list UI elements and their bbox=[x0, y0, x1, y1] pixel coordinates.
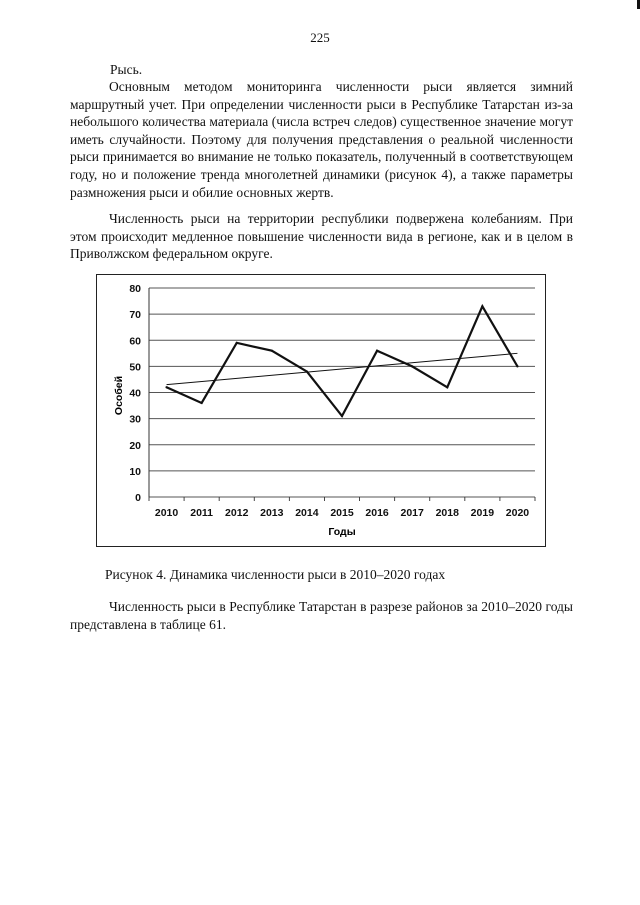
data-point bbox=[446, 386, 448, 388]
x-tick-label: 2011 bbox=[190, 507, 214, 519]
y-tick-label: 40 bbox=[129, 387, 141, 400]
paragraph-population-fluctuation: Численность рыси на территории республики подвержена колебаниям. При этом происходит медленное повышение численности вида в регионе, как и в целом в Приволжском федеральном округе. bbox=[70, 211, 573, 262]
data-point bbox=[376, 350, 378, 352]
y-tick-label: 70 bbox=[129, 309, 141, 322]
data-point bbox=[481, 305, 483, 307]
paragraph-monitoring-method: Основным методом мониторинга численности рыси является зимний маршрутный учет. При определении численности рыси в Республике Татарстан из-за небольшого количества материала (числа встреч следов) существенное значение могут иметь случайности. Поэтому для получения представления о реальной численности рыси принимается во внимание не только показатель, полученный в соответствующем году, но и положение тренда многолетней динамики (рисунок 4), а также параметры размножения рыси и обилие основных жертв. bbox=[70, 79, 573, 200]
chart-frame bbox=[96, 274, 546, 547]
chart-points bbox=[165, 305, 518, 417]
y-tick-label: 0 bbox=[135, 492, 141, 504]
y-tick-label: 10 bbox=[129, 465, 141, 478]
section-heading: Рысь. bbox=[110, 62, 143, 77]
x-tick-label: 2010 bbox=[154, 507, 179, 519]
x-tick-label: 2017 bbox=[400, 507, 424, 519]
data-point bbox=[306, 371, 308, 373]
page-number: 225 bbox=[310, 30, 330, 45]
lynx-population-chart bbox=[97, 275, 547, 548]
x-tick-label: 2019 bbox=[470, 507, 495, 519]
x-axis-label: Годы bbox=[328, 526, 356, 538]
data-point bbox=[271, 350, 273, 352]
y-tick-label: 60 bbox=[129, 335, 141, 348]
x-tick-label: 2016 bbox=[365, 507, 389, 519]
y-axis-label: Особей bbox=[113, 375, 125, 416]
y-tick-label: 20 bbox=[129, 439, 141, 452]
x-tick-label: 2014 bbox=[295, 507, 319, 519]
figure-caption: Рисунок 4. Динамика численности рыси в 2010–2020 годах bbox=[105, 567, 446, 582]
data-point bbox=[201, 402, 203, 404]
data-point bbox=[236, 342, 238, 344]
x-tick-label: 2020 bbox=[505, 507, 530, 519]
data-point bbox=[341, 415, 343, 417]
x-tick-label: 2012 bbox=[225, 507, 249, 519]
paragraph-table-reference: Численность рыси в Республике Татарстан в разрезе районов за 2010–2020 годы представлена в таблице 61. bbox=[70, 599, 573, 632]
y-tick-label: 30 bbox=[129, 413, 141, 426]
data-point bbox=[411, 365, 413, 367]
y-tick-label: 50 bbox=[129, 361, 141, 374]
x-tick-label: 2013 bbox=[260, 507, 284, 519]
series-line bbox=[167, 306, 518, 416]
trend-line bbox=[167, 353, 518, 384]
x-tick-label: 2018 bbox=[435, 507, 459, 519]
data-point bbox=[165, 386, 167, 388]
x-tick-label: 2015 bbox=[330, 507, 354, 519]
data-point bbox=[516, 365, 518, 367]
y-tick-label: 80 bbox=[129, 283, 141, 295]
